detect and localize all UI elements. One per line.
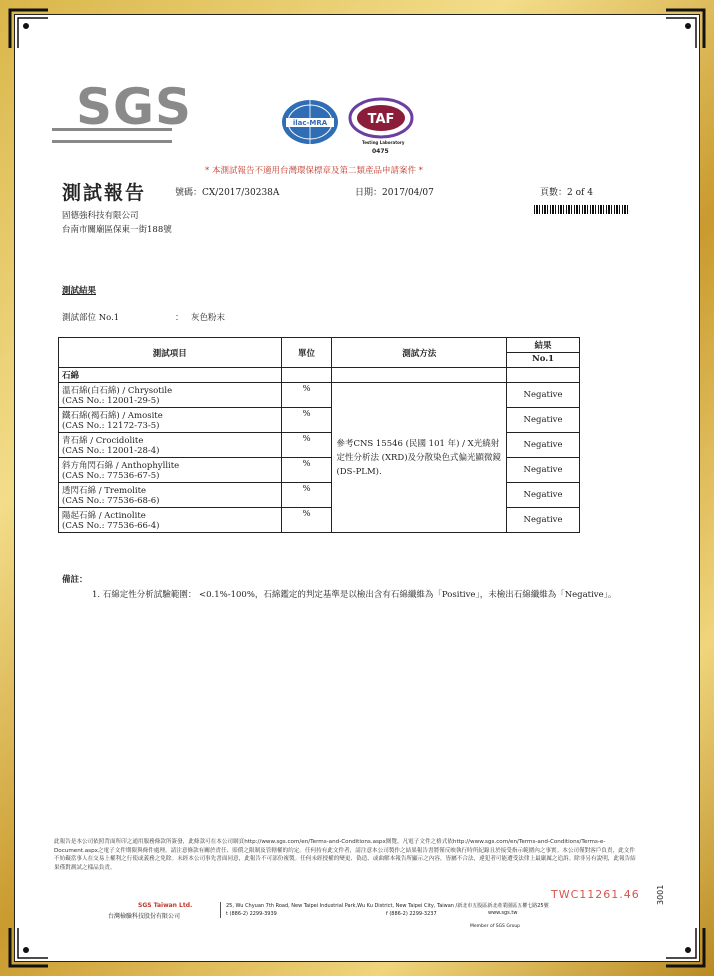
taf-caption: Testing Laboratory <box>362 140 405 145</box>
item-cas: (CAS No.: 77536-66-4) <box>62 521 160 531</box>
item-cell <box>59 383 282 408</box>
taf-number: 0475 <box>372 148 389 155</box>
page-number: 2 of 4 <box>567 188 593 198</box>
legal-disclaimer: 此報告是本公司依照背面所印之通用服務條款所簽發，此條款可在本公司網頁http://www.sgs.com/en/Terms-and-Conditions.aspx閱覽，凡電子文件之格式依http://www.sgs.com/en/Terms-and-Conditions/Terms-e-Document.aspx之電子文件期限與條件處理。請注意條款有關於責任、賠償之限制及管轄權的約定。任何持有此文件者，請注意本公司製作之結果報告書將僅反映執行時所紀錄且於接受指示範圍內之事實。本公司僅對客戶負責，此文件不妨礙當事人在交易上權利之行使或義務之免除。未經本公司事先書面同意，此報告不可部份複製。任何未經授權的變更、偽造、或曲解本報告所顯示之內容，皆屬不合法，違犯者可能遭受法律上最嚴厲之追訴。除非另有說明，此報告結果僅對測試之樣品負責。 <box>54 839 636 871</box>
corner-ornament-top-left-icon <box>6 6 52 52</box>
method-cell: 參考CNS 15546 (民國 101 年) / X光繞射定性分析法 (XRD)及分散染色式偏光顯微鏡 (DS-PLM). <box>332 383 507 533</box>
item-name: 透閃石綿 / Tremolite <box>62 486 147 496</box>
company-name-en: SGS Taiwan Ltd. <box>138 902 193 909</box>
item-cas: (CAS No.: 12001-28-4) <box>62 446 160 456</box>
result-cell: Negative <box>507 433 580 458</box>
company-fax: f (886-2) 2299-3237 <box>386 911 437 917</box>
corner-ornament-top-right-icon <box>662 6 708 52</box>
corner-ornament-bottom-right-icon <box>662 924 708 970</box>
page-title: 測試報告 <box>62 182 147 204</box>
client-name: 固德強科技有限公司 <box>62 211 139 221</box>
date-value: 2017/04/07 <box>382 188 434 198</box>
corner-ornament-bottom-left-icon <box>6 924 52 970</box>
result-cell: Negative <box>507 408 580 433</box>
test-part-label: 測試部位 No.1 <box>62 313 120 323</box>
page-number-label: 頁數： <box>540 188 568 198</box>
ilac-mra-logo-icon <box>278 98 342 146</box>
item-cas: (CAS No.: 77536-67-5) <box>62 471 160 481</box>
test-part-description: 灰色粉末 <box>191 313 226 323</box>
side-number: 3001 <box>656 884 665 905</box>
header-method: 測試方法 <box>332 338 507 368</box>
company-website: www.sgs.tw <box>488 910 518 916</box>
taf-logo-icon <box>348 96 414 140</box>
client-address: 台南市關廟區保東一街188號 <box>62 225 172 235</box>
item-name: 鐵石綿(褐石綿) / Amosite <box>62 411 163 421</box>
page-number-field <box>540 185 593 198</box>
sgs-logo: SGS <box>76 78 193 136</box>
header-result: 結果 <box>507 338 580 353</box>
company-phone: t (886-2) 2299-3939 <box>226 911 277 917</box>
test-part-separator: ： <box>175 313 184 323</box>
unit-cell: % <box>281 483 332 508</box>
result-cell: Negative <box>507 483 580 508</box>
item-name: 青石綿 / Crocidolite <box>62 436 144 446</box>
item-cell <box>59 408 282 433</box>
unit-cell: % <box>281 383 332 408</box>
header-sample-no: No.1 <box>507 353 580 368</box>
item-cell <box>59 508 282 533</box>
company-name-zh: 台灣檢驗科技股份有限公司 <box>108 913 181 920</box>
notes-title: 備註： <box>62 575 88 585</box>
section-title: 測試結果 <box>62 286 97 296</box>
group-label: 石綿 <box>59 368 282 383</box>
result-cell: Negative <box>507 508 580 533</box>
result-cell: Negative <box>507 383 580 408</box>
report-number-label: 號碼： <box>175 188 203 198</box>
member-of-sgs-group: Member of SGS Group <box>470 924 521 929</box>
date-field <box>355 185 434 198</box>
ilac-label: ilac-MRA <box>292 119 328 127</box>
unit-cell: % <box>281 408 332 433</box>
item-name: 陽起石綿 / Actinolite <box>62 511 146 521</box>
serial-number: TWC11261.46 <box>551 888 640 901</box>
date-label: 日期： <box>355 188 383 198</box>
barcode-icon <box>534 205 629 214</box>
taf-label: TAF <box>367 112 395 127</box>
item-cas: (CAS No.: 12172-73-5) <box>62 421 160 431</box>
unit-cell: % <box>281 508 332 533</box>
unit-cell: % <box>281 458 332 483</box>
header-unit: 單位 <box>281 338 332 368</box>
item-cell <box>59 458 282 483</box>
report-number-field <box>175 185 279 198</box>
note-item-1: 1. 石綿定性分析試驗範圍： <0.1%-100%，石綿鑑定的判定基準是以檢出含有石綿纖維為「Positive」，未檢出石綿纖維為「Negative」。 <box>92 590 617 600</box>
report-number: CX/2017/30238A <box>202 188 280 198</box>
table-row <box>59 383 580 408</box>
item-cas: (CAS No.: 77536-68-6) <box>62 496 160 506</box>
results-table <box>58 337 580 533</box>
item-name: 斜方角閃石綿 / Anthophyllite <box>62 461 180 471</box>
report-notice: * 本測試報告不適用台灣環保標章及第二類產品申請案件 * <box>205 166 423 176</box>
unit-cell: % <box>281 433 332 458</box>
company-address: 25, Wu Chyuan 7th Road, New Taipei Industrial Park,Wu Ku District, New Taipei City, Taiwan /新北市五股區新北產業園區五權七路25號 <box>226 903 549 909</box>
item-name: 溫石綿(白石綿) / Chrysotile <box>62 386 173 396</box>
item-cas: (CAS No.: 12001-29-5) <box>62 396 160 406</box>
sgs-logo-underline <box>52 128 172 143</box>
header-test-item: 測試項目 <box>59 338 282 368</box>
result-cell: Negative <box>507 458 580 483</box>
footer-divider <box>220 902 221 918</box>
item-cell <box>59 483 282 508</box>
item-cell <box>59 433 282 458</box>
